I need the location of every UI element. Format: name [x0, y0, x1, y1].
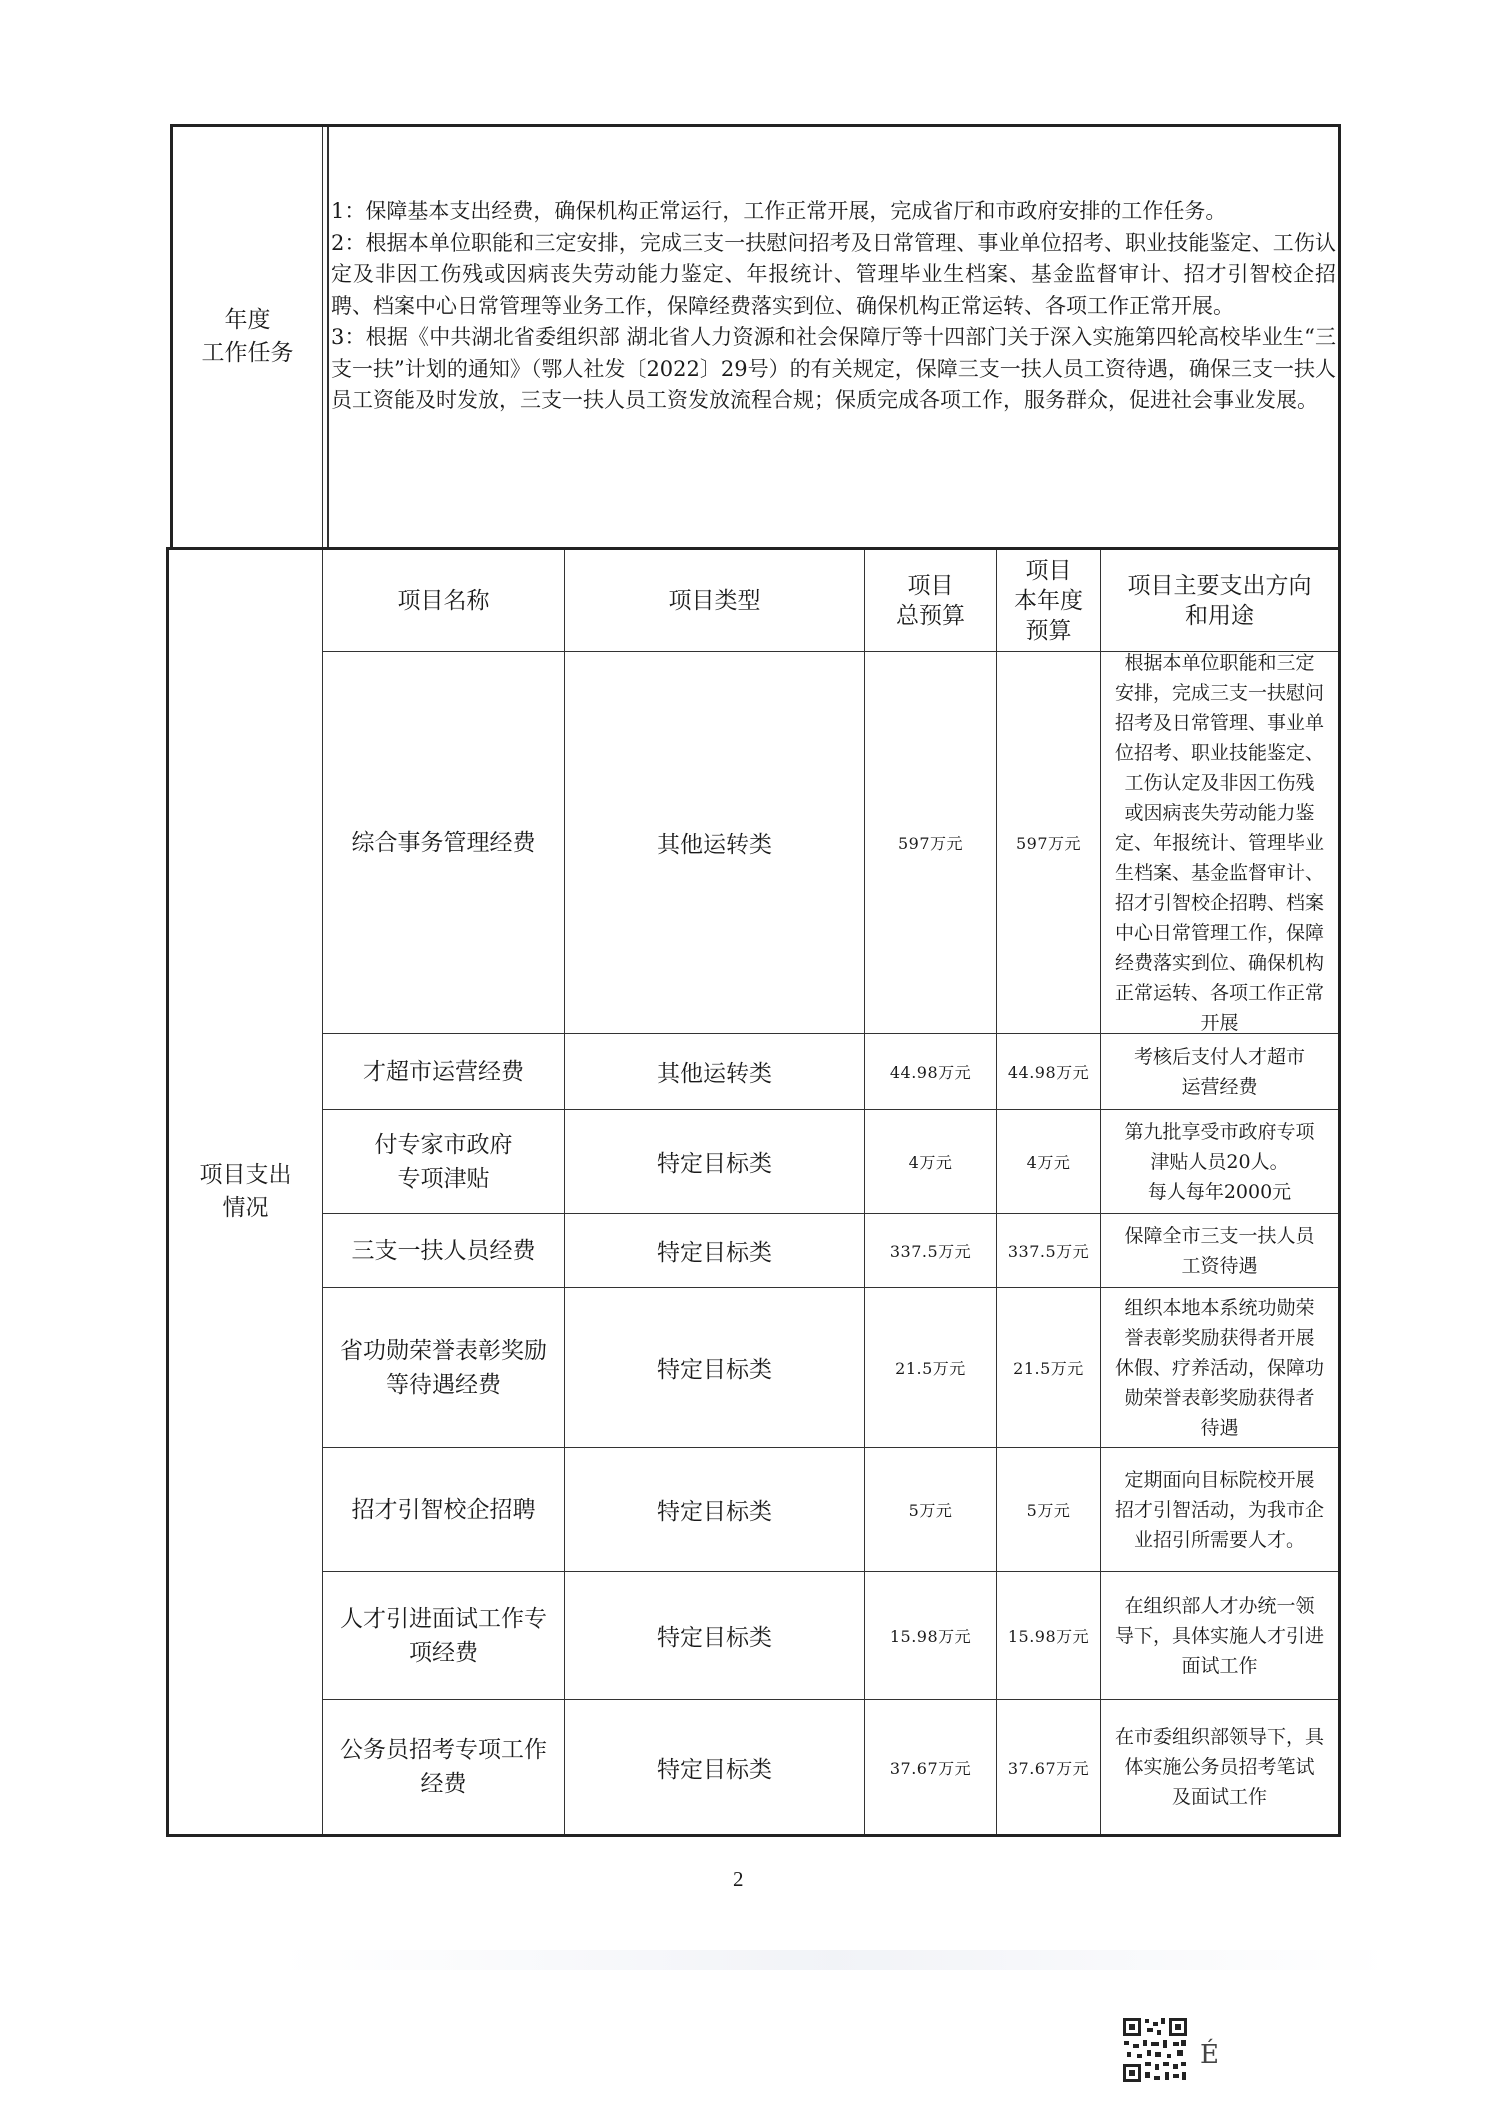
- project-type-cell: 其他运转类: [565, 1034, 865, 1110]
- annual-budget-cell: 5万元: [997, 1448, 1101, 1572]
- project-type-cell: 特定目标类: [565, 1572, 865, 1700]
- annual-budget-cell: 37.67万元: [997, 1700, 1101, 1834]
- purpose-cell: 第九批享受市政府专项 津贴人员20人。 每人每年2000元: [1101, 1110, 1338, 1214]
- project-type-cell: 特定目标类: [565, 1214, 865, 1288]
- total-budget-cell: 21.5万元: [865, 1288, 997, 1448]
- annual-budget-cell: 21.5万元: [997, 1288, 1101, 1448]
- annual-budget-cell: 4万元: [997, 1110, 1101, 1214]
- total-budget-cell: 597万元: [865, 652, 997, 1034]
- qr-code-icon: [1121, 2016, 1189, 2084]
- total-budget-cell: 37.67万元: [865, 1700, 997, 1834]
- annual-budget-cell: 44.98万元: [997, 1034, 1101, 1110]
- purpose-cell: 考核后支付人才超市 运营经费: [1101, 1034, 1338, 1110]
- scan-smudge: [280, 1950, 1390, 1970]
- annual-tasks-text: [331, 196, 1336, 417]
- footer-mark: É: [1200, 2040, 1219, 2070]
- total-budget-cell: 337.5万元: [865, 1214, 997, 1288]
- header-project-type: 项目类型: [565, 550, 865, 652]
- annual-tasks-inner-rule: [327, 127, 329, 547]
- project-name-cell: 省功勋荣誉表彰奖励 等待遇经费: [323, 1288, 565, 1448]
- page-number: 2: [733, 1867, 744, 1891]
- project-type-cell: 特定目标类: [565, 1700, 865, 1834]
- project-type-cell: 特定目标类: [565, 1110, 865, 1214]
- task-paragraph-3: 3：根据《中共湖北省委组织部 湖北省人力资源和社会保障厅等十四部门关于深入实施第四轮高校毕业生“三支一扶”计划的通知》（鄂人社发〔2022〕29号）的有关规定，保障三支一扶人员工资待遇，确保三支一扶人员工资能及时发放，三支一扶人员工资发放流程合规；保质完成各项工作，服务群众，促进社会事业发展。: [331, 325, 1336, 412]
- task-paragraph-2: 2：根据本单位职能和三定安排，完成三支一扶慰问招考及日常管理、事业单位招考、职业技能鉴定、工伤认定及非因工伤残或因病丧失劳动能力鉴定、年报统计、管理毕业生档案、基金监督审计、招才引智校企招聘、档案中心日常管理等业务工作，保障经费落实到位、确保机构正常运转、各项工作正常开展。: [331, 230, 1336, 318]
- purpose-cell: 保障全市三支一扶人员 工资待遇: [1101, 1214, 1338, 1288]
- project-name-cell: 才超市运营经费: [323, 1034, 565, 1110]
- project-name-cell: 人才引进面试工作专 项经费: [323, 1572, 565, 1700]
- project-name-cell: 综合事务管理经费: [323, 652, 565, 1034]
- projects-label: 项目支出 情况: [169, 550, 323, 1834]
- project-name-cell: 公务员招考专项工作 经费: [323, 1700, 565, 1834]
- header-annual-budget: 项目 本年度 预算: [997, 550, 1101, 652]
- header-total-budget: 项目 总预算: [865, 550, 997, 652]
- total-budget-cell: 5万元: [865, 1448, 997, 1572]
- purpose-cell: 在组织部人才办统一领 导下，具体实施人才引进 面试工作: [1101, 1572, 1338, 1700]
- purpose-cell: 根据本单位职能和三定 安排，完成三支一扶慰问 招考及日常管理、事业单 位招考、职业技能鉴定、 工伤认定及非因工伤残 或因病丧失劳动能力鉴 定、年报统计、管理毕业 生档案、基金监督审计、 招才引智校企招聘、档案 中心日常管理工作，保障 经费落实到位、确保机构 正常运转、各项工作正常 开展: [1101, 652, 1338, 1034]
- purpose-cell: 在市委组织部领导下，具 体实施公务员招考笔试 及面试工作: [1114, 1726, 1324, 1808]
- total-budget-cell: 44.98万元: [865, 1034, 997, 1110]
- total-budget-cell: 15.98万元: [865, 1572, 997, 1700]
- project-name-cell: 招才引智校企招聘: [323, 1448, 565, 1572]
- total-budget-cell: 4万元: [865, 1110, 997, 1214]
- header-project-name: 项目名称: [323, 550, 565, 652]
- project-type-cell: 其他运转类: [565, 652, 865, 1034]
- header-purpose: 项目主要支出方向 和用途: [1101, 550, 1338, 652]
- task-paragraph-1: 1：保障基本支出经费，确保机构正常运行，工作正常开展，完成省厅和市政府安排的工作任务。: [331, 199, 1227, 223]
- annual-budget-cell: 337.5万元: [997, 1214, 1101, 1288]
- annual-tasks-label: 年度 工作任务: [173, 127, 323, 547]
- project-type-cell: 特定目标类: [565, 1288, 865, 1448]
- project-name-cell: 付专家市政府 专项津贴: [323, 1110, 565, 1214]
- purpose-cell: 组织本地本系统功勋荣 誉表彰奖励获得者开展 休假、疗养活动，保障功 勋荣誉表彰奖励获得者 待遇: [1101, 1288, 1338, 1448]
- annual-budget-cell: 15.98万元: [997, 1572, 1101, 1700]
- project-name-cell: 三支一扶人员经费: [323, 1214, 565, 1288]
- project-type-cell: 特定目标类: [565, 1448, 865, 1572]
- purpose-cell: 定期面向目标院校开展 招才引智活动，为我市企 业招引所需要人才。: [1101, 1448, 1338, 1572]
- annual-budget-cell: 597万元: [997, 652, 1101, 1034]
